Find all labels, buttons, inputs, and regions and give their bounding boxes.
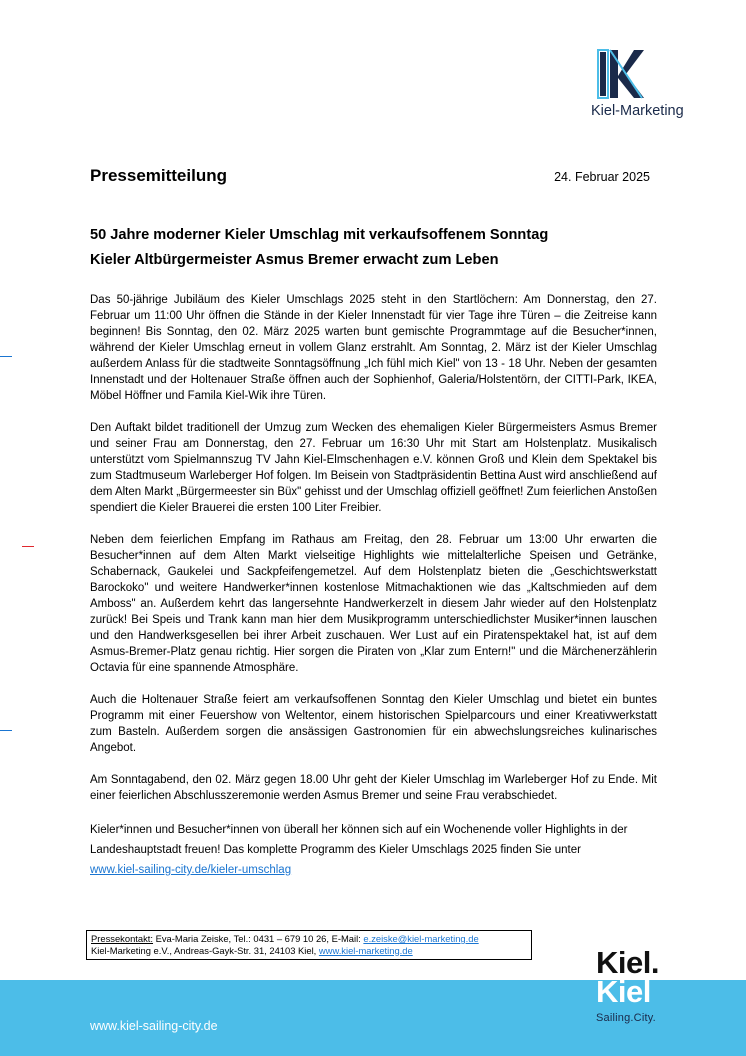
- paragraph: Den Auftakt bildet traditionell der Umzug zum Wecken des ehemaligen Kieler Bürgermeisters Asmus Bremer und seiner Frau am Donnerstag, den 27. Februar um 16:30 Uhr mit Start am Holstenplatz. Musikalisch unterstützt vom Spielmannszug TV Jahn Kiel-Elmschenhagen e.V. können Groß und Klein dem Spektakel bis zum Stadtmuseum Warleberger Hof folgen. Im Beisein von Stadtpräsidentin Bettina Aust wird anschließend auf dem Alten Markt „Bürgermeester sin Büx" gehisst und der Umschlag offiziell geöffnet! Zum feierlichen Anstoßen spendiert die Kieler Brauerei die ersten 100 Liter Freibier.: [90, 422, 657, 514]
- kiel-logo-line-2: Kiel: [596, 974, 651, 1009]
- punch-mark: [22, 546, 34, 547]
- contact-label: Pressekontakt:: [91, 933, 154, 944]
- kiel-sailing-city-logo: [596, 945, 680, 1024]
- contact-website-link[interactable]: www.kiel-marketing.de: [318, 944, 413, 956]
- kiel-marketing-logo: [591, 48, 683, 119]
- contact-address: Kiel-Marketing e.V., Andreas-Gayk-Str. 31, 24103 Kiel,: [91, 944, 319, 956]
- footer-url: www.kiel-sailing-city.de: [90, 1019, 218, 1033]
- press-contact-box: [86, 930, 532, 960]
- contact-email-link[interactable]: e.zeiske@kiel-marketing.de: [363, 933, 479, 944]
- closing-text: Kieler*innen und Besucher*innen von überall her können sich auf ein Wochenende voller Highlights in der Landeshauptstadt freuen! Das komplette Programm des Kieler Umschlags 2025 finden Sie unter: [90, 824, 628, 856]
- contact-person: Eva-Maria Zeiske, Tel.: 0431 – 679 10 26, E-Mail:: [153, 933, 364, 944]
- paragraph: Neben dem feierlichen Empfang im Rathaus am Freitag, den 28. Februar um 13:00 Uhr erwarten die Besucher*innen auf dem Alten Markt vielseitige Highlights wie mittelalterliche Speisen und Getränke, Schabernack, Gaukelei und Sackpfeifengemetzel. Auf dem Holstenplatz bieten die „Geschichtswerkstatt Barockoko" und weitere Handwerker*innen kostenlose Mitmachaktionen wie das „Kaltschmieden auf dem Amboss" an. Außerdem kehrt das langersehnte Handwerkerzelt in diesem Jahr wieder auf den Holstenplatz zurück! Bei Speis und Trank kann man hier dem Musikprogramm unterschiedlichster Musiker*innen lauschen und den Handwerksgesellen bei ihrer Arbeit zuschauen. Wer Lust auf ein Piratenspektakel hat, ist auf dem Asmus-Bremer-Platz genau richtig. Hier sorgen die Piraten von „Klar zum Entern!" und die Märchenerzählerin Octavia für eine spannende Atmosphäre.: [90, 534, 657, 674]
- fold-mark-top: [0, 356, 12, 357]
- doc-date: 24. Februar 2025: [554, 170, 650, 184]
- kiel-tagline: Sailing.City.: [596, 1012, 656, 1024]
- doc-type: Pressemitteilung: [90, 166, 227, 185]
- kiel-logo-line-1: Kiel.: [596, 945, 659, 980]
- contact-line-2: [91, 945, 527, 957]
- paragraph: Am Sonntagabend, den 02. März gegen 18.00 Uhr geht der Kieler Umschlag im Warleberger Hof zu Ende. Mit einer feierlichen Abschlusszeremonie werden Asmus Bremer und seine Frau verabschiedet.: [90, 774, 657, 802]
- headline-line-1: 50 Jahre moderner Kieler Umschlag mit verkaufsoffenem Sonntag: [90, 227, 549, 243]
- headline-line-2: Kieler Altbürgermeister Asmus Bremer erwacht zum Leben: [90, 252, 499, 268]
- headline: [90, 223, 650, 273]
- header-row: [90, 166, 650, 186]
- paragraph: Auch die Holtenauer Straße feiert am verkaufsoffenen Sonntag den Kieler Umschlag und bietet ein buntes Programm mit einer Feuershow von Weltentor, einem historischen Spielparcours und einer Kreativwerkstatt zum Basteln. Außerdem sorgen die ansässigen Gastronomien für ein abwechslungsreiches kulinarisches Angebot.: [90, 694, 657, 754]
- fold-mark-bottom: [0, 730, 12, 731]
- kiel-marketing-k-icon: [596, 48, 646, 100]
- contact-line-1: [91, 933, 527, 945]
- body-text: [90, 292, 657, 896]
- closing-paragraph: [90, 820, 657, 880]
- program-link[interactable]: www.kiel-sailing-city.de/kieler-umschlag: [90, 864, 292, 876]
- paragraph: Das 50-jährige Jubiläum des Kieler Umschlags 2025 steht in den Startlöchern: Am Donnerstag, den 27. Februar um 11:00 Uhr öffnen die Stände in der Kieler Innenstadt für vier Tage ihre Türen – die Zeitreise kann beginnen! Bis Sonntag, den 02. März 2025 warten bunt gemischte Programmtage auf die Besucher*innen, während der Kieler Umschlag erneut in vollem Glanz erstrahlt. Am Sonntag, 2. März ist der Kieler Umschlag außerdem Anlass für die stadtweite Sonntagsöffnung „Ich fühl mich Kiel" von 13 - 18 Uhr. Neben der gesamten Innenstadt und der Holtenauer Straße öffnen auch der Sophienhof, Galeria/Holstentörn, der CITTI-Park, IKEA, Möbel Höffner und Famila Kiel-Wik ihre Türen.: [90, 294, 657, 402]
- logo-text: Kiel-Marketing: [591, 103, 684, 119]
